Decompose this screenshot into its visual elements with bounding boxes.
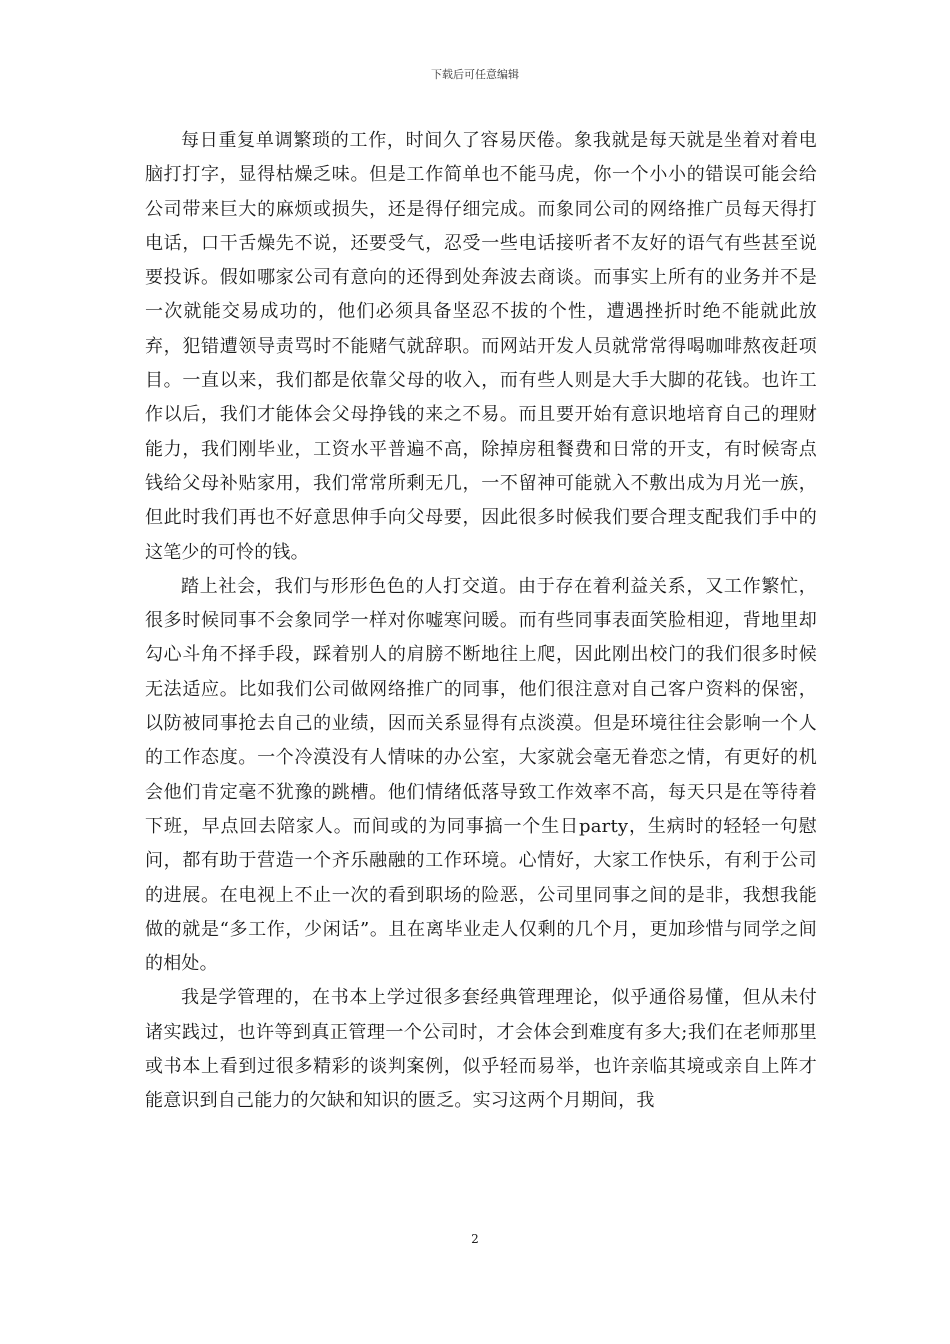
page-number: 2: [471, 1232, 479, 1246]
paragraph-3: 我是学管理的，在书本上学过很多套经典管理理论，似乎通俗易懂，但从未付诸实践过，也许等到真正管理一个公司时，才会体会到难度有多大;我们在老师那里或书本上看到过很多精彩的谈判案例，似乎轻而易举，也许亲临其境或亲自上阵才能意识到自己能力的欠缺和知识的匮乏。实习这两个月期间，我: [145, 987, 817, 1112]
paragraph-2: 踏上社会，我们与形形色色的人打交道。由于存在着利益关系，又工作繁忙，很多时候同事不会象同学一样对你嘘寒问暖。而有些同事表面笑脸相迎，背地里却勾心斗角不择手段，踩着别人的肩膀不断地往上爬，因此刚出校门的我们很多时候无法适应。比如我们公司做网络推广的同事，他们很注意对自己客户资料的保密，以防被同事抢去自己的业绩，因而关系显得有点淡漠。但是环境往往会影响一个人的工作态度。一个冷漠没有人情味的办公室，大家就会毫无眷恋之情，有更好的机会他们肯定毫不犹豫的跳槽。他们情绪低落导致工作效率不高，每天只是在等待着下班，早点回去陪家人。而间或的为同事搞一个生日party，生病时的轻轻一句慰问，都有助于营造一个齐乐融融的工作环境。心情好，大家工作快乐，有利于公司的进展。在电视上不止一次的看到职场的险恶，公司里同事之间的是非，我想我能做的就是“多工作，少闲话”。且在离毕业走人仅剩的几个月，更加珍惜与同学之间的相处。: [145, 575, 817, 975]
document-body: [145, 124, 817, 1119]
paragraph-1: 每日重复单调繁琐的工作，时间久了容易厌倦。象我就是每天就是坐着对着电脑打打字，显得枯燥乏味。但是工作简单也不能马虎，你一个小小的错误可能会给公司带来巨大的麻烦或损失，还是得仔细完成。而象同公司的网络推广员每天得打电话，口干舌燥先不说，还要受气，忍受一些电话接听者不友好的语气有些甚至说要投诉。假如哪家公司有意向的还得到处奔波去商谈。而事实上所有的业务并不是一次就能交易成功的，他们必须具备坚忍不拔的个性，遭遇挫折时绝不能就此放弃，犯错遭领导责骂时不能赌气就辞职。而网站开发人员就常常得喝咖啡熬夜赶项目。一直以来，我们都是依靠父母的收入，而有些人则是大手大脚的花钱。也许工作以后，我们才能体会父母挣钱的来之不易。而且要开始有意识地培育自己的理财能力，我们刚毕业，工资水平普遍不高，除掉房租餐费和日常的开支，有时候寄点钱给父母补贴家用，我们常常所剩无几，一不留神可能就入不敷出成为月光一族，但此时我们再也不好意思伸手向父母要，因此很多时候我们要合理支配我们手中的这笔少的可怜的钱。: [145, 130, 817, 563]
page-header: 下载后可任意编辑: [431, 68, 519, 81]
